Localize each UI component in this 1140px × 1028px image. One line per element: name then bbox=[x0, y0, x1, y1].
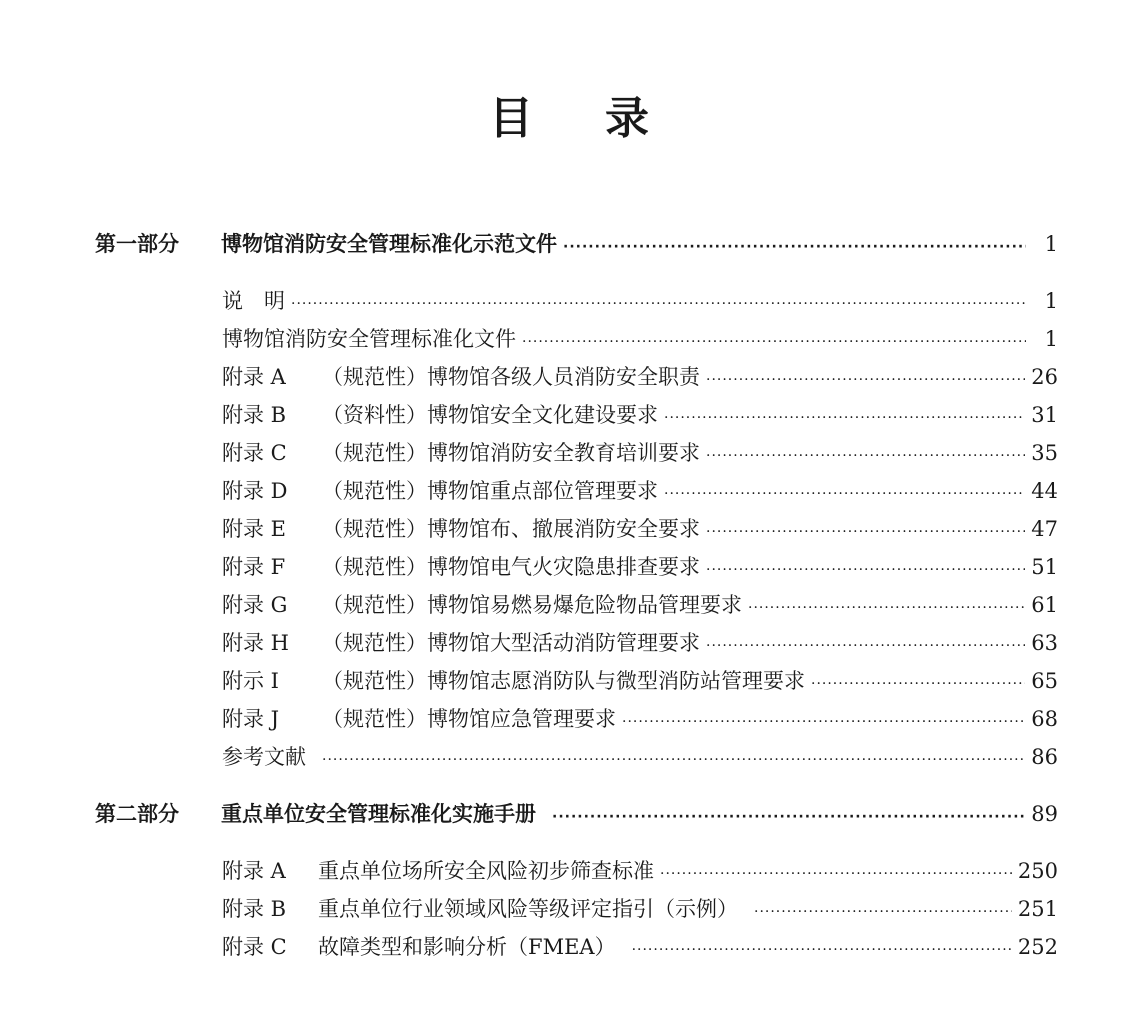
toc-item-part2-appendix-a[interactable] bbox=[222, 854, 1058, 888]
item-label: 参考文献 bbox=[222, 745, 306, 769]
dot-leader bbox=[706, 553, 1025, 587]
appendix-code: 附录 H bbox=[222, 631, 289, 655]
page-number: 68 bbox=[1031, 707, 1058, 731]
appendix-code: 附录 B bbox=[222, 897, 287, 921]
dot-leader bbox=[291, 287, 1026, 321]
part-title: 博物馆消防安全管理标准化示范文件 bbox=[221, 232, 557, 256]
page-number: 61 bbox=[1031, 593, 1058, 617]
item-label: 说 明 bbox=[222, 289, 285, 313]
toc-item-appendix-d[interactable] bbox=[222, 474, 1058, 508]
item-label: （规范性）博物馆各级人员消防安全职责 bbox=[322, 365, 700, 389]
page-number: 1 bbox=[1044, 289, 1058, 313]
title-char-1: 目 bbox=[489, 93, 535, 144]
toc-item-appendix-a[interactable] bbox=[222, 360, 1058, 394]
dot-leader bbox=[664, 401, 1025, 435]
page-number: 47 bbox=[1031, 517, 1058, 541]
appendix-code: 附录 C bbox=[222, 935, 287, 959]
appendix-code: 附示 I bbox=[222, 669, 279, 693]
appendix-code: 附录 D bbox=[222, 479, 288, 503]
appendix-code: 附录 A bbox=[222, 859, 286, 883]
toc-part-1[interactable] bbox=[95, 227, 1058, 261]
page-title bbox=[0, 82, 1140, 146]
item-label: （规范性）博物馆易燃易爆危险物品管理要求 bbox=[322, 593, 742, 617]
part-number: 第二部分 bbox=[95, 802, 179, 826]
toc-item-appendix-g[interactable] bbox=[222, 588, 1058, 622]
toc-item-appendix-i[interactable] bbox=[222, 664, 1058, 698]
item-label: 重点单位场所安全风险初步筛查标准 bbox=[318, 859, 654, 883]
part-number: 第一部分 bbox=[95, 232, 179, 256]
toc-item-appendix-j[interactable] bbox=[222, 702, 1058, 736]
toc-item-appendix-e[interactable] bbox=[222, 512, 1058, 546]
dot-leader bbox=[706, 439, 1025, 473]
page-number: 44 bbox=[1031, 479, 1058, 503]
item-label: 故障类型和影响分析（FMEA） bbox=[318, 935, 616, 959]
dot-leader bbox=[552, 800, 1025, 834]
page-number: 86 bbox=[1031, 745, 1058, 769]
item-label: 重点单位行业领域风险等级评定指引（示例） bbox=[318, 897, 738, 921]
appendix-code: 附录 G bbox=[222, 593, 288, 617]
appendix-code: 附录 B bbox=[222, 403, 287, 427]
appendix-code: 附录 C bbox=[222, 441, 287, 465]
page-number: 51 bbox=[1031, 555, 1058, 579]
item-label: （规范性）博物馆电气火灾隐患排查要求 bbox=[322, 555, 700, 579]
appendix-code: 附录 F bbox=[222, 555, 286, 579]
item-label: （规范性）博物馆重点部位管理要求 bbox=[322, 479, 658, 503]
item-label: （规范性）博物馆志愿消防队与微型消防站管理要求 bbox=[322, 669, 805, 693]
dot-leader bbox=[706, 363, 1025, 397]
toc-item-appendix-c[interactable] bbox=[222, 436, 1058, 470]
toc-item-references[interactable] bbox=[222, 740, 1058, 774]
toc-item-appendix-b[interactable] bbox=[222, 398, 1058, 432]
page-number: 35 bbox=[1031, 441, 1058, 465]
page-number: 1 bbox=[1044, 327, 1058, 351]
page-number: 252 bbox=[1017, 935, 1058, 959]
appendix-code: 附录 E bbox=[222, 517, 287, 541]
appendix-code: 附录 J bbox=[222, 707, 280, 731]
dot-leader bbox=[622, 705, 1025, 739]
toc-item-part2-appendix-b[interactable] bbox=[222, 892, 1058, 926]
page-number: 65 bbox=[1031, 669, 1058, 693]
page-number: 89 bbox=[1031, 802, 1058, 826]
item-label: （规范性）博物馆大型活动消防管理要求 bbox=[322, 631, 700, 655]
toc-item-appendix-f[interactable] bbox=[222, 550, 1058, 584]
item-label: （规范性）博物馆消防安全教育培训要求 bbox=[322, 441, 700, 465]
dot-leader bbox=[632, 933, 1012, 967]
page-number: 26 bbox=[1031, 365, 1058, 389]
title-char-2: 录 bbox=[605, 93, 651, 144]
dot-leader bbox=[811, 667, 1025, 701]
toc-item-part2-appendix-c[interactable] bbox=[222, 930, 1058, 964]
toc-part-2[interactable] bbox=[95, 797, 1058, 831]
dot-leader bbox=[660, 857, 1012, 891]
toc-item-explanation[interactable] bbox=[222, 284, 1058, 318]
toc-item-appendix-h[interactable] bbox=[222, 626, 1058, 660]
page-number: 251 bbox=[1017, 897, 1058, 921]
appendix-code: 附录 A bbox=[222, 365, 286, 389]
page-number: 1 bbox=[1044, 232, 1058, 256]
part-title: 重点单位安全管理标准化实施手册 bbox=[221, 802, 536, 826]
dot-leader bbox=[748, 591, 1025, 625]
item-label: （资料性）博物馆安全文化建设要求 bbox=[322, 403, 658, 427]
page-number: 250 bbox=[1017, 859, 1058, 883]
dot-leader bbox=[706, 515, 1025, 549]
item-label: （规范性）博物馆应急管理要求 bbox=[322, 707, 616, 731]
dot-leader bbox=[664, 477, 1025, 511]
toc-item-standard-document[interactable] bbox=[222, 322, 1058, 356]
dot-leader bbox=[706, 629, 1025, 663]
item-label: （规范性）博物馆布、撤展消防安全要求 bbox=[322, 517, 700, 541]
dot-leader bbox=[563, 230, 1026, 264]
page-number: 63 bbox=[1031, 631, 1058, 655]
dot-leader bbox=[522, 325, 1026, 359]
item-label: 博物馆消防安全管理标准化文件 bbox=[222, 327, 516, 351]
dot-leader bbox=[322, 743, 1025, 777]
page-number: 31 bbox=[1031, 403, 1058, 427]
dot-leader bbox=[754, 895, 1012, 929]
